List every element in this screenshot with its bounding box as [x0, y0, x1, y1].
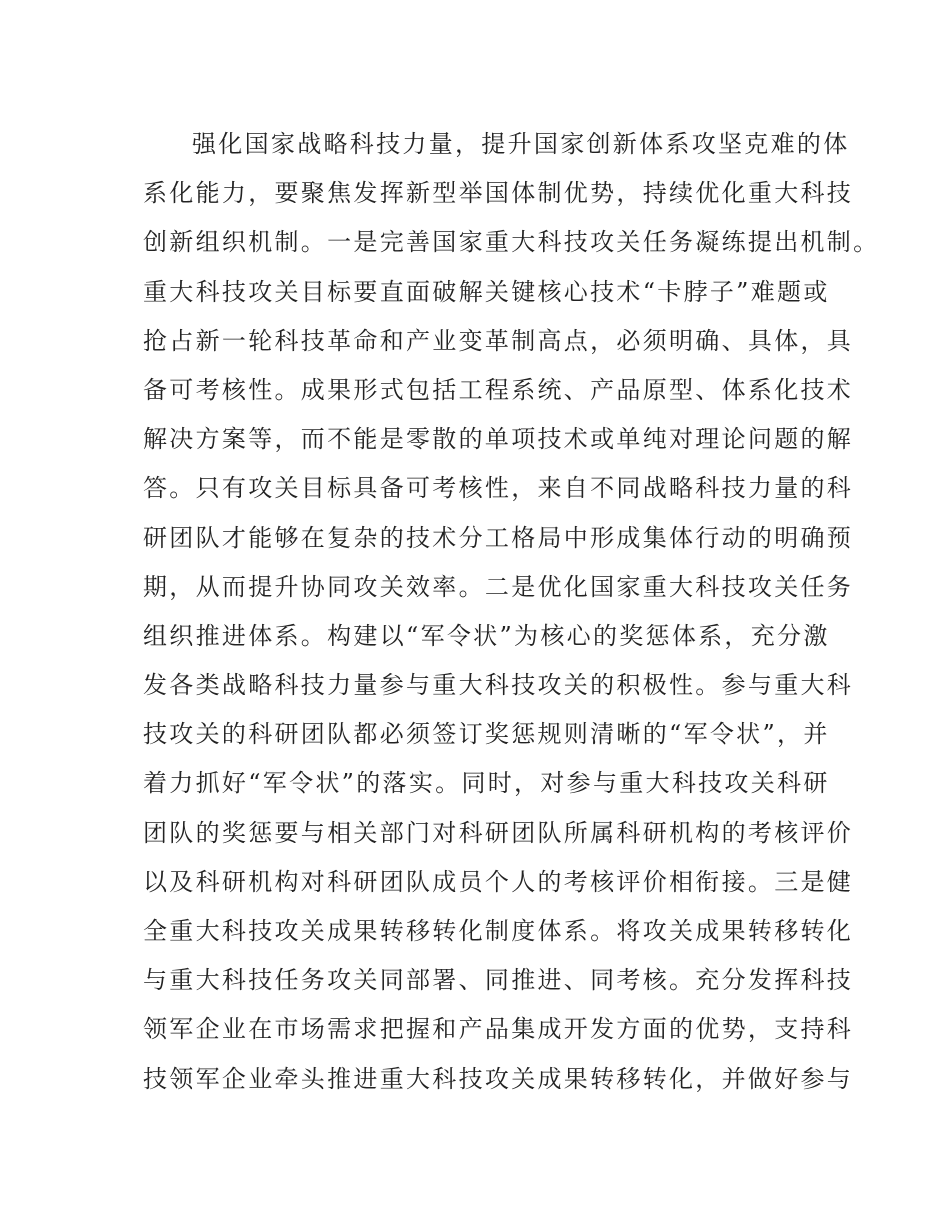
text-line: 系化能力，要聚焦发挥新型举国体制优势，持续优化重大科技 [143, 179, 854, 208]
text-line: 解决方案等，而不能是零散的单项技术或单纯对理论问题的解 [143, 425, 854, 454]
body-paragraph [143, 120, 880, 1104]
text-line: 创新组织机制。一是完善国家重大科技攻关任务凝练提出机制。 [143, 228, 880, 257]
text-line: 技攻关的科研团队都必须签订奖惩规则清晰的“军令状”，并 [143, 720, 830, 749]
text-line: 发各类战略科技力量参与重大科技攻关的积极性。参与重大科 [143, 671, 854, 700]
text-line: 着力抓好“军令状”的落实。同时，对参与重大科技攻关科研 [143, 769, 830, 798]
text-line: 重大科技攻关目标要直面破解关键核心技术“卡脖子”难题或 [143, 277, 830, 306]
text-line: 组织推进体系。构建以“军令状”为核心的奖惩体系，充分激 [143, 621, 830, 650]
text-line: 研团队才能够在复杂的技术分工格局中形成集体行动的明确预 [143, 523, 854, 552]
text-line: 期，从而提升协同攻关效率。二是优化国家重大科技攻关任务 [143, 572, 854, 601]
text-line: 强化国家战略科技力量，提升国家创新体系攻坚克难的体 [192, 130, 850, 158]
text-line: 技领军企业牵头推进重大科技攻关成果转移转化，并做好参与 [143, 1064, 854, 1093]
text-line: 与重大科技任务攻关同部署、同推进、同考核。充分发挥科技 [143, 966, 854, 995]
text-line: 答。只有攻关目标具备可考核性，来自不同战略科技力量的科 [143, 474, 854, 503]
text-line: 以及科研机构对科研团队成员个人的考核评价相衔接。三是健 [143, 867, 854, 896]
text-line: 抢占新一轮科技革命和产业变革制高点，必须明确、具体，具 [143, 326, 854, 355]
text-line: 团队的奖惩要与相关部门对科研团队所属科研机构的考核评价 [143, 818, 854, 847]
text-line: 全重大科技攻关成果转移转化制度体系。将攻关成果转移转化 [143, 917, 854, 945]
text-line: 备可考核性。成果形式包括工程系统、产品原型、体系化技术 [143, 375, 854, 404]
text-line: 领军企业在市场需求把握和产品集成开发方面的优势，支持科 [143, 1015, 854, 1044]
